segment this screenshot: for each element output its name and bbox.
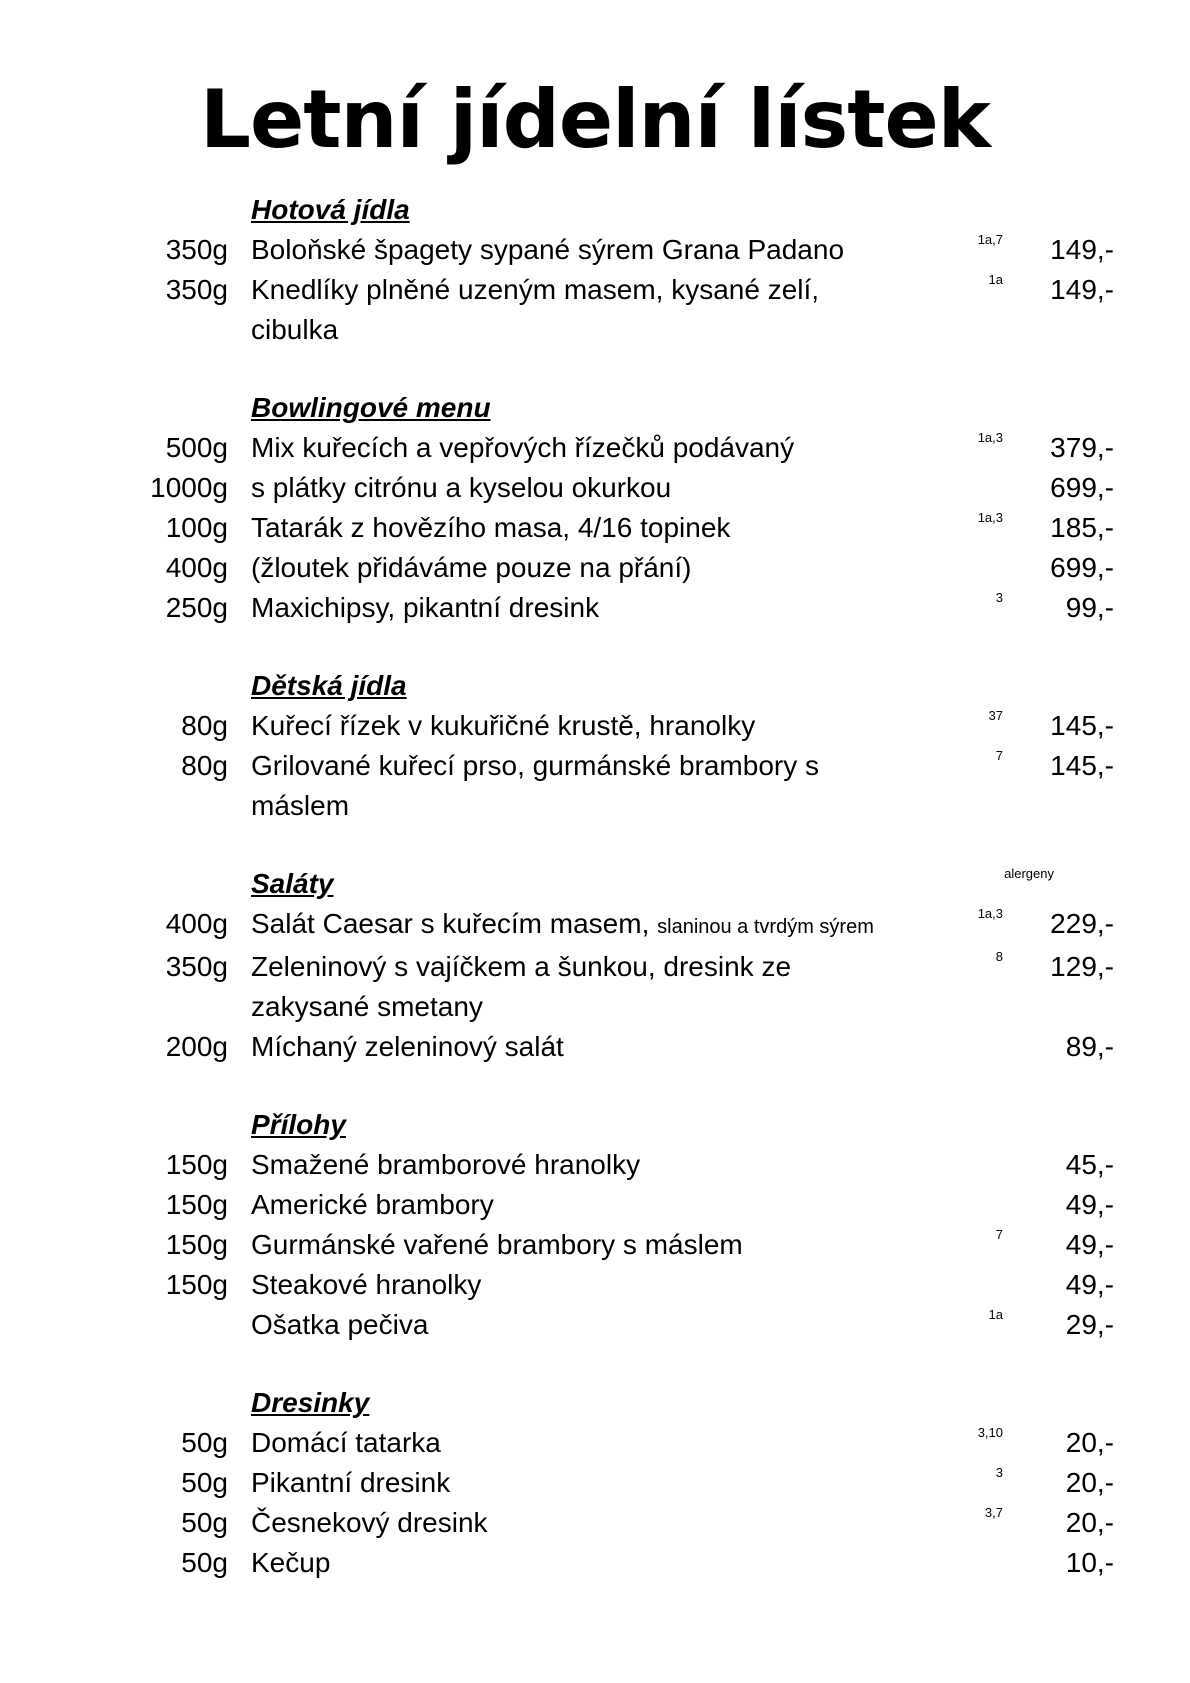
- item-allergens: 1a,3: [977, 906, 1003, 921]
- section-heading-text: Dresinky: [251, 1387, 370, 1418]
- item-weight: 500g: [165, 432, 228, 463]
- menu-item: [0, 270, 1190, 350]
- item-name: Domácí tatarka: [251, 1427, 441, 1458]
- item-name: Kuřecí řízek v kukuřičné krustě, hranolky: [251, 710, 756, 741]
- item-weight: 350g: [165, 951, 228, 982]
- item-name: Míchaný zeleninový salát: [251, 1031, 564, 1062]
- menu-section: [0, 190, 1190, 350]
- item-weight: 150g: [165, 1189, 228, 1220]
- item-weight: 350g: [165, 274, 228, 305]
- item-allergens: 1a,7: [977, 232, 1003, 247]
- item-name: Grilované kuřecí prso, gurmánské brambory s máslem: [251, 750, 819, 821]
- item-weight: 400g: [165, 908, 228, 939]
- item-allergens: 1a,3: [977, 430, 1003, 445]
- item-name: Pikantní dresink: [251, 1467, 451, 1498]
- item-name: Gurmánské vařené brambory s máslem: [251, 1229, 743, 1260]
- menu-item: [0, 508, 1190, 548]
- item-name: Americké brambory: [251, 1189, 494, 1220]
- menu-section: [0, 388, 1190, 628]
- item-weight: 50g: [181, 1427, 228, 1458]
- item-allergens: 7: [995, 748, 1003, 763]
- item-price: 49,-: [1065, 1189, 1114, 1220]
- item-name: Smažené bramborové hranolky: [251, 1149, 641, 1180]
- item-allergens: 7: [995, 1227, 1003, 1242]
- menu-item: [0, 428, 1190, 468]
- item-name: Maxichipsy, pikantní dresink: [251, 592, 600, 623]
- section-heading: [251, 864, 1190, 904]
- item-weight: 200g: [165, 1031, 228, 1062]
- menu-item: [0, 1423, 1190, 1463]
- item-allergens: 3,7: [984, 1505, 1003, 1520]
- menu-item: [0, 706, 1190, 746]
- menu-item: [0, 1265, 1190, 1305]
- menu-item: [0, 1463, 1190, 1503]
- section-heading: [251, 1383, 1190, 1423]
- item-price: 49,-: [1065, 1269, 1114, 1300]
- item-allergens: 3,10: [977, 1425, 1003, 1440]
- item-weight: 350g: [165, 234, 228, 265]
- item-weight: 400g: [165, 552, 228, 583]
- item-weight: 50g: [181, 1467, 228, 1498]
- menu-item: [0, 1305, 1190, 1345]
- menu-item: [0, 1543, 1190, 1583]
- item-price: 20,-: [1065, 1467, 1114, 1498]
- item-weight: 50g: [181, 1547, 228, 1578]
- item-price: 145,-: [1050, 710, 1114, 741]
- item-price: 699,-: [1050, 472, 1114, 503]
- item-weight: 250g: [165, 592, 228, 623]
- section-heading: [251, 388, 1190, 428]
- item-price: 379,-: [1050, 432, 1114, 463]
- menu-item: [0, 1145, 1190, 1185]
- item-allergens: 1a: [988, 1307, 1003, 1322]
- item-price: 145,-: [1050, 750, 1114, 781]
- menu-item: [0, 230, 1190, 270]
- item-weight: 50g: [181, 1507, 228, 1538]
- item-weight: 100g: [165, 512, 228, 543]
- section-heading-text: Přílohy: [251, 1109, 346, 1140]
- item-weight: 150g: [165, 1269, 228, 1300]
- item-weight: 1000g: [150, 472, 228, 503]
- item-allergens: 37: [988, 708, 1003, 723]
- item-name: (žloutek přidáváme pouze na přání): [251, 552, 692, 583]
- menu-item: [0, 548, 1190, 588]
- allergen-column-label: alergeny: [1004, 866, 1054, 881]
- section-heading-text: Bowlingové menu: [251, 392, 491, 423]
- menu-list: [0, 190, 1190, 1621]
- item-name: Knedlíky plněné uzeným masem, kysané zelí, cibulka: [251, 274, 820, 345]
- item-price: 20,-: [1065, 1507, 1114, 1538]
- item-price: 29,-: [1065, 1309, 1114, 1340]
- section-heading-text: Dětská jídla: [251, 670, 407, 701]
- menu-item: [0, 947, 1190, 1027]
- item-price: 149,-: [1050, 274, 1114, 305]
- menu-section: [0, 666, 1190, 826]
- section-heading-text: Saláty: [251, 868, 334, 899]
- menu-item: [0, 468, 1190, 508]
- menu-section: [0, 864, 1190, 1067]
- item-name: Boloňské špagety sypané sýrem Grana Padano: [251, 234, 845, 265]
- item-name: Salát Caesar s kuřecím masem, slaninou a tvrdým sýrem: [251, 908, 874, 939]
- page-title: Letní jídelní lístek: [200, 73, 990, 166]
- item-weight: 80g: [181, 750, 228, 781]
- item-price: 149,-: [1050, 234, 1114, 265]
- item-price: 20,-: [1065, 1427, 1114, 1458]
- section-heading: [251, 666, 1190, 706]
- item-name: Ošatka pečiva: [251, 1309, 429, 1340]
- menu-item: [0, 1027, 1190, 1067]
- menu-item: [0, 746, 1190, 826]
- item-weight: 80g: [181, 710, 228, 741]
- menu-item: [0, 904, 1190, 947]
- item-name: Kečup: [251, 1547, 331, 1578]
- section-heading-text: Hotová jídla: [251, 194, 410, 225]
- item-price: 229,-: [1050, 908, 1114, 939]
- item-allergens: 1a: [988, 272, 1003, 287]
- item-name: Steakové hranolky: [251, 1269, 482, 1300]
- menu-item: [0, 588, 1190, 628]
- item-price: 49,-: [1065, 1229, 1114, 1260]
- section-heading: [251, 190, 1190, 230]
- item-name: s plátky citrónu a kyselou okurkou: [251, 472, 672, 503]
- item-name-detail: slaninou a tvrdým sýrem: [657, 916, 874, 938]
- item-name: Tatarák z hovězího masa, 4/16 topinek: [251, 512, 731, 543]
- item-price: 129,-: [1050, 951, 1114, 982]
- item-price: 99,-: [1065, 592, 1114, 623]
- menu-section: [0, 1383, 1190, 1583]
- item-weight: 150g: [165, 1149, 228, 1180]
- menu-item: [0, 1503, 1190, 1543]
- item-weight: 150g: [165, 1229, 228, 1260]
- item-name: Zeleninový s vajíčkem a šunkou, dresink ze zakysané smetany: [251, 951, 792, 1022]
- menu-item: [0, 1225, 1190, 1265]
- item-name: Česnekový dresink: [251, 1507, 488, 1538]
- menu-section: [0, 1105, 1190, 1345]
- item-price: 10,-: [1065, 1547, 1114, 1578]
- item-allergens: 3: [995, 590, 1003, 605]
- item-price: 185,-: [1050, 512, 1114, 543]
- item-allergens: 3: [995, 1465, 1003, 1480]
- item-name: Mix kuřecích a vepřových řízečků podávaný: [251, 432, 795, 463]
- item-allergens: 8: [995, 949, 1003, 964]
- section-heading: [251, 1105, 1190, 1145]
- menu-item: [0, 1185, 1190, 1225]
- item-price: 89,-: [1065, 1031, 1114, 1062]
- item-price: 45,-: [1065, 1149, 1114, 1180]
- item-price: 699,-: [1050, 552, 1114, 583]
- item-allergens: 1a,3: [977, 510, 1003, 525]
